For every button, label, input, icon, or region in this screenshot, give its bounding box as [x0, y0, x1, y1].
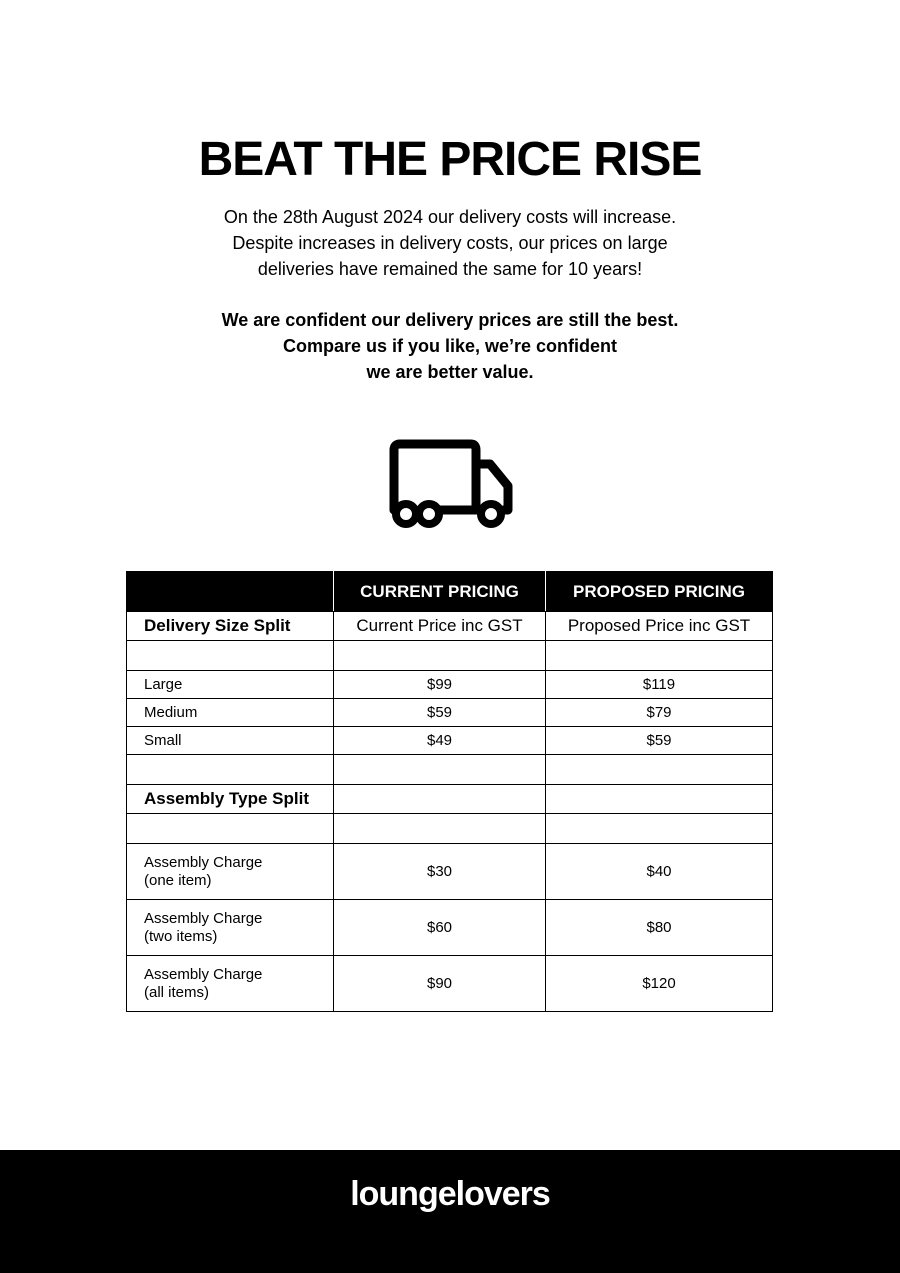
proposed-price: $119	[546, 671, 773, 699]
table-row	[127, 671, 773, 699]
row-label	[127, 900, 334, 956]
emphasis-text	[0, 307, 900, 385]
emphasis-line: we are better value.	[366, 362, 534, 382]
row-label: Small	[127, 727, 334, 755]
current-price: $99	[334, 671, 546, 699]
pricing-table	[126, 571, 773, 1012]
table-row	[127, 956, 773, 1012]
current-price: $30	[334, 844, 546, 900]
row-label-line: (one item)	[144, 871, 212, 889]
proposed-price: $40	[546, 844, 773, 900]
table-row	[127, 844, 773, 900]
table-blank-row	[127, 755, 773, 785]
row-label-line: Assembly Charge	[144, 909, 263, 927]
header-proposed-pricing: PROPOSED PRICING	[546, 572, 773, 612]
emphasis-line: We are confident our delivery prices are still the best.	[221, 310, 679, 330]
intro-text	[0, 204, 900, 282]
proposed-price: $59	[546, 727, 773, 755]
table-row	[127, 900, 773, 956]
row-label-line: Assembly Charge	[144, 965, 263, 983]
row-label	[127, 844, 334, 900]
table-blank-row	[127, 814, 773, 844]
table-row	[127, 699, 773, 727]
delivery-truck-icon	[384, 436, 516, 532]
table-subheader-row	[127, 612, 773, 641]
intro-line: deliveries have remained the same for 10 years!	[257, 259, 643, 279]
current-price: $60	[334, 900, 546, 956]
row-label: Large	[127, 671, 334, 699]
emphasis-line: Compare us if you like, we’re confident	[282, 336, 618, 356]
row-label-line: Assembly Charge	[144, 853, 263, 871]
assembly-type-split-label: Assembly Type Split	[127, 785, 334, 814]
proposed-price-label: Proposed Price inc GST	[546, 612, 773, 641]
header-current-pricing: CURRENT PRICING	[334, 572, 546, 612]
intro-line: Despite increases in delivery costs, our prices on large	[232, 233, 668, 253]
current-price: $59	[334, 699, 546, 727]
delivery-size-split-label: Delivery Size Split	[127, 612, 334, 641]
row-label-line: (all items)	[144, 983, 210, 1001]
row-label	[127, 956, 334, 1012]
current-price: $90	[334, 956, 546, 1012]
page-title: BEAT THE PRICE RISE	[198, 133, 702, 186]
proposed-price: $80	[546, 900, 773, 956]
proposed-price: $120	[546, 956, 773, 1012]
brand-logo: loungelovers	[350, 1175, 550, 1213]
proposed-price: $79	[546, 699, 773, 727]
table-header-empty	[127, 572, 334, 612]
table-header-row	[127, 572, 773, 612]
row-label: Medium	[127, 699, 334, 727]
current-price: $49	[334, 727, 546, 755]
table-section-row	[127, 785, 773, 814]
current-price-label: Current Price inc GST	[334, 612, 546, 641]
intro-line: On the 28th August 2024 our delivery costs will increase.	[223, 207, 677, 227]
row-label-line: (two items)	[144, 927, 218, 945]
table-row	[127, 727, 773, 755]
table-blank-row	[127, 641, 773, 671]
